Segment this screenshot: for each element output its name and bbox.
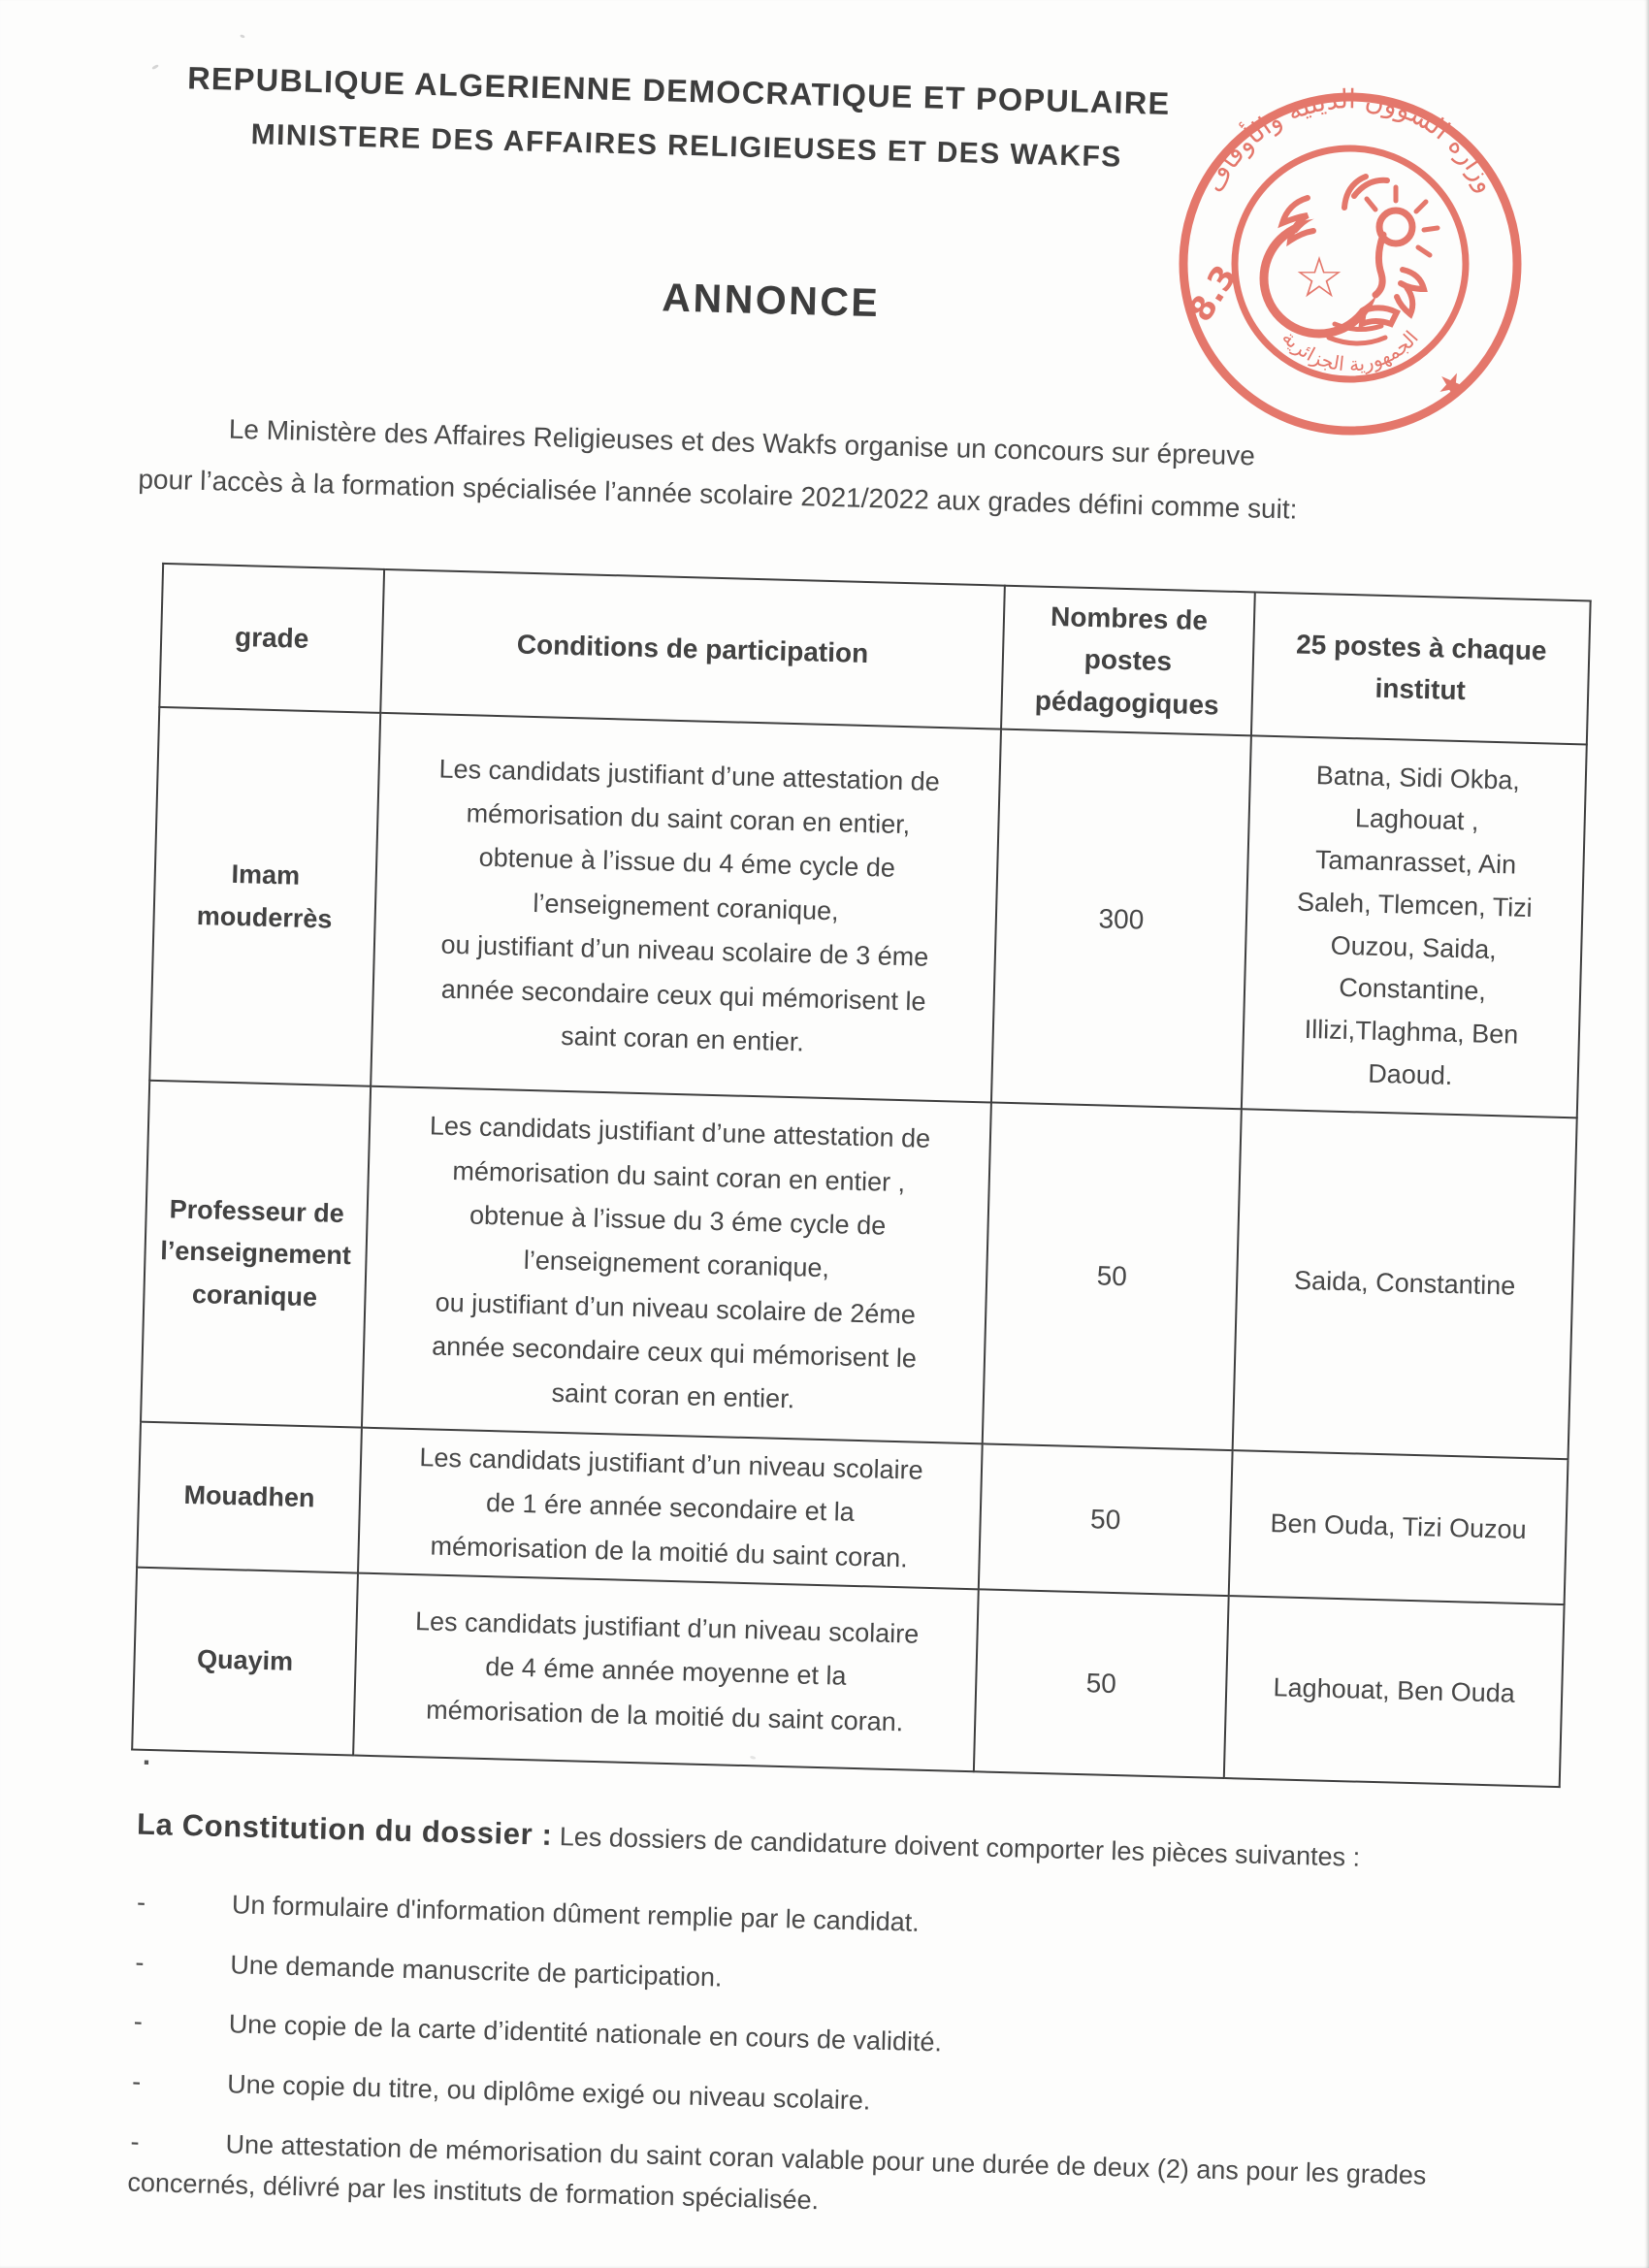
- list-item-text: Un formulaire d'information dûment remplie par le candidat.: [231, 1890, 921, 1937]
- title-ministry: MINISTERE DES AFFAIRES RELIGIEUSES ET DES WAKFS: [250, 118, 1123, 174]
- postes-cell: 50: [983, 1102, 1242, 1450]
- table-row: [132, 1568, 1564, 1787]
- crescent-star-icon: ☆: [1294, 244, 1344, 310]
- conditions-cell: Les candidats justifiant d’un niveau scolaire de 4 éme année moyenne et la mémorisation de la moitié du saint coran.: [353, 1573, 979, 1772]
- header-grade: grade: [159, 564, 384, 713]
- ministry-seal-stamp: [1164, 80, 1536, 452]
- stamp-ring-text: وزارة الشؤون الدينية والأوقاف: [1199, 84, 1502, 198]
- conditions-cell: Les candidats justifiant d’un niveau scolaire de 1 ére année secondaire et la mémorisation de la moitié du saint coran.: [358, 1428, 983, 1590]
- header-conditions: Conditions de participation: [380, 569, 1005, 729]
- instituts-cell: Ben Ouda, Tizi Ouzou: [1229, 1450, 1568, 1604]
- grade-cell: Quayim: [132, 1568, 358, 1756]
- list-item-text: Une demande manuscrite de participation.: [230, 1949, 723, 1993]
- title-republic: REPUBLIQUE ALGERIENNE DEMOCRATIQUE ET POPULAIRE: [186, 60, 1171, 121]
- list-item-text: Une attestation de mémorisation du saint coran valable pour une durée de deux (2) ans pour les grades concernés, délivré par les instituts de formation spécialisée.: [127, 2129, 1427, 2216]
- bullet-dash: -: [131, 2066, 142, 2097]
- dossier-heading-rest: Les dossiers de candidature doivent comporter les pièces suivantes :: [559, 1822, 1361, 1872]
- list-item-text: Une copie du titre, ou diplôme exigé ou niveau scolaire.: [226, 2069, 871, 2116]
- header-postes: Nombres de postes pédagogiques: [1001, 586, 1255, 736]
- dossier-heading: [136, 1798, 1543, 1889]
- bullet-dash: -: [135, 1947, 145, 1977]
- scan-speck: [240, 34, 245, 39]
- announce-heading: ANNONCE: [661, 275, 881, 326]
- dossier-heading-bold: La Constitution du dossier :: [136, 1806, 553, 1852]
- postes-cell: 50: [974, 1589, 1229, 1778]
- grade-cell: Imam mouderrès: [149, 707, 380, 1086]
- intro-line-2: pour l’accès à la formation spécialisée l’année scolaire 2021/2022 aux grades défini comme suit:: [138, 464, 1298, 525]
- header-instituts: 25 postes à chaque institut: [1251, 592, 1591, 744]
- dossier-section: [126, 1738, 1544, 2260]
- instituts-cell: Saida, Constantine: [1233, 1109, 1577, 1459]
- conditions-cell: Les candidats justifiant d’une attestation de mémorisation du saint coran en entier, obtenue à l’issue du 4 éme cycle de l’enseignement coranique, ou justifiant d’un niveau scolaire de 3 éme année secondaire ceux qui mémorisent le saint coran en entier.: [371, 713, 1001, 1103]
- ring-star-icon: ★: [1430, 361, 1473, 409]
- stamp-inner-text: الجمهورية الجزائرية: [1277, 325, 1423, 376]
- conditions-cell: Les candidats justifiant d’une attestation de mémorisation du saint coran en entier , obtenue à l’issue du 3 éme cycle de l’enseignement coranique, ou justifiant d’un niveau scolaire de 2éme année secondaire ceux qui mémorisent le saint coran en entier.: [362, 1086, 991, 1444]
- table-row: [141, 1081, 1577, 1459]
- list-item-text: Une copie de la carte d’identité nationale en cours de validité.: [228, 2009, 943, 2057]
- dossier-items: [127, 1882, 1541, 2240]
- bullet-dash: -: [130, 2126, 140, 2157]
- grade-cell: Professeur de l’enseignement coranique: [141, 1081, 371, 1428]
- bullet-dash: -: [136, 1887, 146, 1917]
- scan-speck: [151, 64, 159, 70]
- bullet-dash: -: [133, 2007, 144, 2037]
- instituts-cell: Laghouat, Ben Ouda: [1224, 1596, 1565, 1787]
- grades-table: [131, 563, 1592, 1788]
- list-item: [127, 2122, 1536, 2241]
- intro-line-1: Le Ministère des Affaires Religieuses et des Wakfs organise un concours sur épreuve: [228, 413, 1256, 471]
- grade-cell: Mouadhen: [137, 1422, 362, 1573]
- postes-cell: 300: [991, 729, 1251, 1110]
- instituts-cell: Batna, Sidi Okba, Laghouat , Tamanrasset, Ain Saleh, Tlemcen, Tizi Ouzou, Saida, Constantine, Illizi,Tlaghma, Ben Daoud.: [1242, 735, 1587, 1118]
- stamp-number: 8.3: [1180, 258, 1245, 329]
- stray-dot: .: [142, 1738, 151, 1772]
- table-row: [149, 707, 1587, 1118]
- postes-cell: 50: [979, 1443, 1233, 1596]
